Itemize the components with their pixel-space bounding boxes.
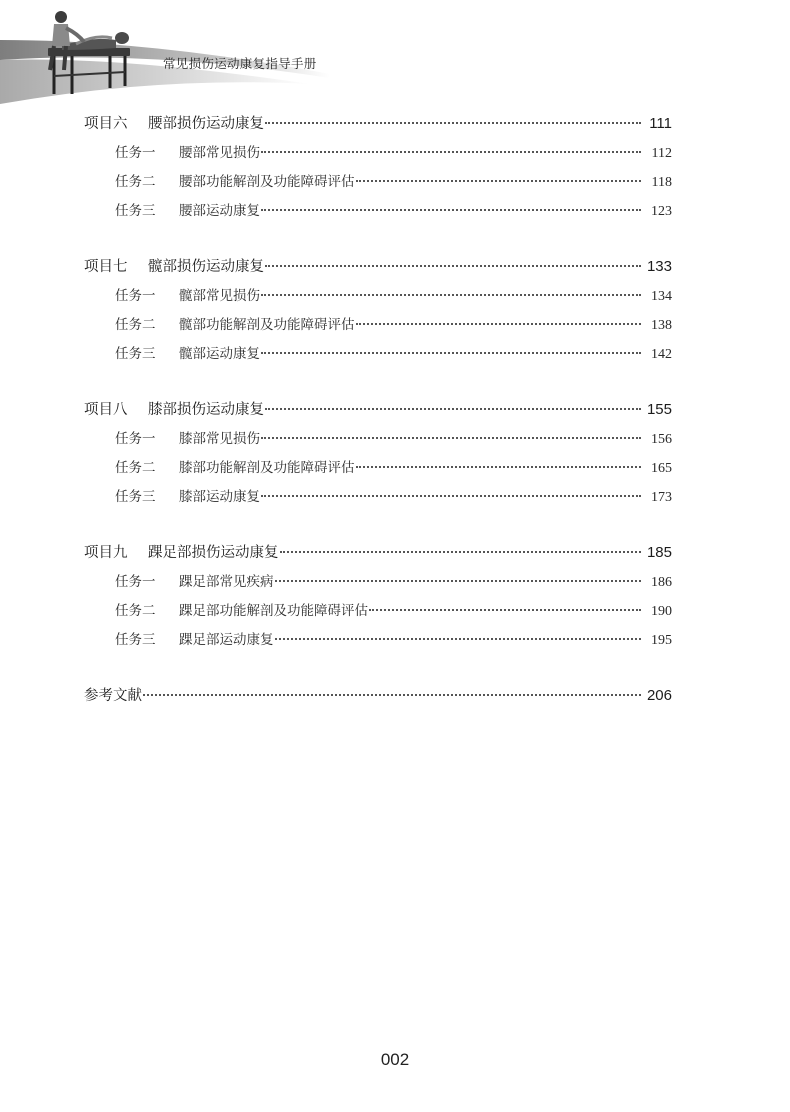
toc-task-entry[interactable]	[84, 599, 672, 628]
toc-task-entry[interactable]	[84, 199, 672, 228]
dot-leader	[356, 466, 642, 468]
dot-leader	[275, 638, 642, 640]
toc-task-entry[interactable]	[84, 427, 672, 456]
massage-table-illustration-icon	[0, 0, 790, 110]
task-title: 髋部运动康复	[179, 346, 260, 362]
task-number: 任务二	[115, 174, 156, 190]
task-number: 任务一	[115, 288, 156, 304]
project-title: 踝足部损伤运动康复	[148, 545, 279, 561]
page-number-ref: 111	[649, 115, 672, 132]
references-title: 参考文献	[84, 688, 142, 704]
task-title: 髋部功能解剖及功能障碍评估	[179, 317, 355, 333]
page-number-ref: 206	[646, 687, 672, 704]
toc-project-entry[interactable]	[84, 398, 672, 427]
toc-task-entry[interactable]	[84, 628, 672, 657]
project-number: 项目九	[84, 545, 128, 561]
page-number-ref: 185	[646, 544, 672, 561]
toc-task-entry[interactable]	[84, 485, 672, 514]
page-header	[0, 0, 790, 110]
task-number: 任务三	[115, 489, 156, 505]
page-number-ref: 133	[646, 258, 672, 275]
project-title: 髋部损伤运动康复	[148, 259, 264, 275]
project-number: 项目七	[84, 259, 128, 275]
task-title: 髋部常见损伤	[179, 288, 260, 304]
footer-page-number: 002	[380, 1050, 410, 1069]
dot-leader	[356, 180, 642, 182]
project-number: 项目八	[84, 402, 128, 418]
task-number: 任务三	[115, 203, 156, 219]
toc-project-entry[interactable]	[84, 112, 672, 141]
task-title: 踝足部功能解剖及功能障碍评估	[179, 603, 368, 619]
toc-section-project-6	[84, 112, 672, 228]
task-number: 任务二	[115, 603, 156, 619]
page-number-ref: 155	[646, 401, 672, 418]
task-number: 任务二	[115, 317, 156, 333]
page-number-ref: 142	[651, 347, 672, 362]
toc-project-entry[interactable]	[84, 255, 672, 284]
dot-leader	[280, 551, 642, 553]
book-title: 常见损伤运动康复指导手册	[163, 56, 317, 71]
dot-leader	[356, 323, 642, 325]
page-number-ref: 118	[651, 175, 672, 190]
toc-task-entry[interactable]	[84, 342, 672, 371]
dot-leader	[275, 580, 642, 582]
dot-leader	[261, 151, 641, 153]
page-number-ref: 173	[651, 490, 672, 505]
project-title: 腰部损伤运动康复	[148, 116, 264, 132]
project-number: 项目六	[84, 116, 128, 132]
page-number-ref: 190	[651, 604, 672, 619]
task-title: 腰部运动康复	[179, 203, 260, 219]
page-number-ref: 123	[651, 204, 672, 219]
dot-leader	[265, 265, 641, 267]
task-number: 任务一	[115, 574, 156, 590]
task-number: 任务三	[115, 632, 156, 648]
table-of-contents	[84, 112, 672, 713]
task-title: 腰部功能解剖及功能障碍评估	[179, 174, 355, 190]
dot-leader	[261, 437, 641, 439]
dot-leader	[265, 408, 641, 410]
toc-task-entry[interactable]	[84, 570, 672, 599]
toc-task-entry[interactable]	[84, 284, 672, 313]
page-number-ref: 112	[651, 146, 672, 161]
dot-leader	[261, 352, 641, 354]
project-title: 膝部损伤运动康复	[148, 402, 264, 418]
task-title: 踝足部运动康复	[179, 632, 274, 648]
dot-leader	[261, 209, 641, 211]
task-title: 膝部常见损伤	[179, 431, 260, 447]
toc-task-entry[interactable]	[84, 313, 672, 342]
task-number: 任务二	[115, 460, 156, 476]
toc-task-entry[interactable]	[84, 456, 672, 485]
toc-project-entry[interactable]	[84, 541, 672, 570]
page-number-ref: 165	[651, 461, 672, 476]
dot-leader	[143, 694, 641, 696]
toc-section-project-8	[84, 398, 672, 514]
task-number: 任务一	[115, 431, 156, 447]
toc-task-entry[interactable]	[84, 141, 672, 170]
dot-leader	[369, 609, 641, 611]
toc-references-entry[interactable]	[84, 684, 672, 713]
page-number-ref: 138	[651, 318, 672, 333]
task-title: 膝部功能解剖及功能障碍评估	[179, 460, 355, 476]
task-title: 踝足部常见疾病	[179, 574, 274, 590]
page-number-ref: 195	[651, 633, 672, 648]
toc-section-project-7	[84, 255, 672, 371]
task-number: 任务三	[115, 346, 156, 362]
task-number: 任务一	[115, 145, 156, 161]
page-number-ref: 156	[651, 432, 672, 447]
task-title: 膝部运动康复	[179, 489, 260, 505]
toc-section-project-9	[84, 541, 672, 657]
page-number-ref: 134	[651, 289, 672, 304]
dot-leader	[261, 495, 641, 497]
toc-task-entry[interactable]	[84, 170, 672, 199]
task-title: 腰部常见损伤	[179, 145, 260, 161]
dot-leader	[265, 122, 641, 124]
dot-leader	[261, 294, 641, 296]
page-number-ref: 186	[651, 575, 672, 590]
